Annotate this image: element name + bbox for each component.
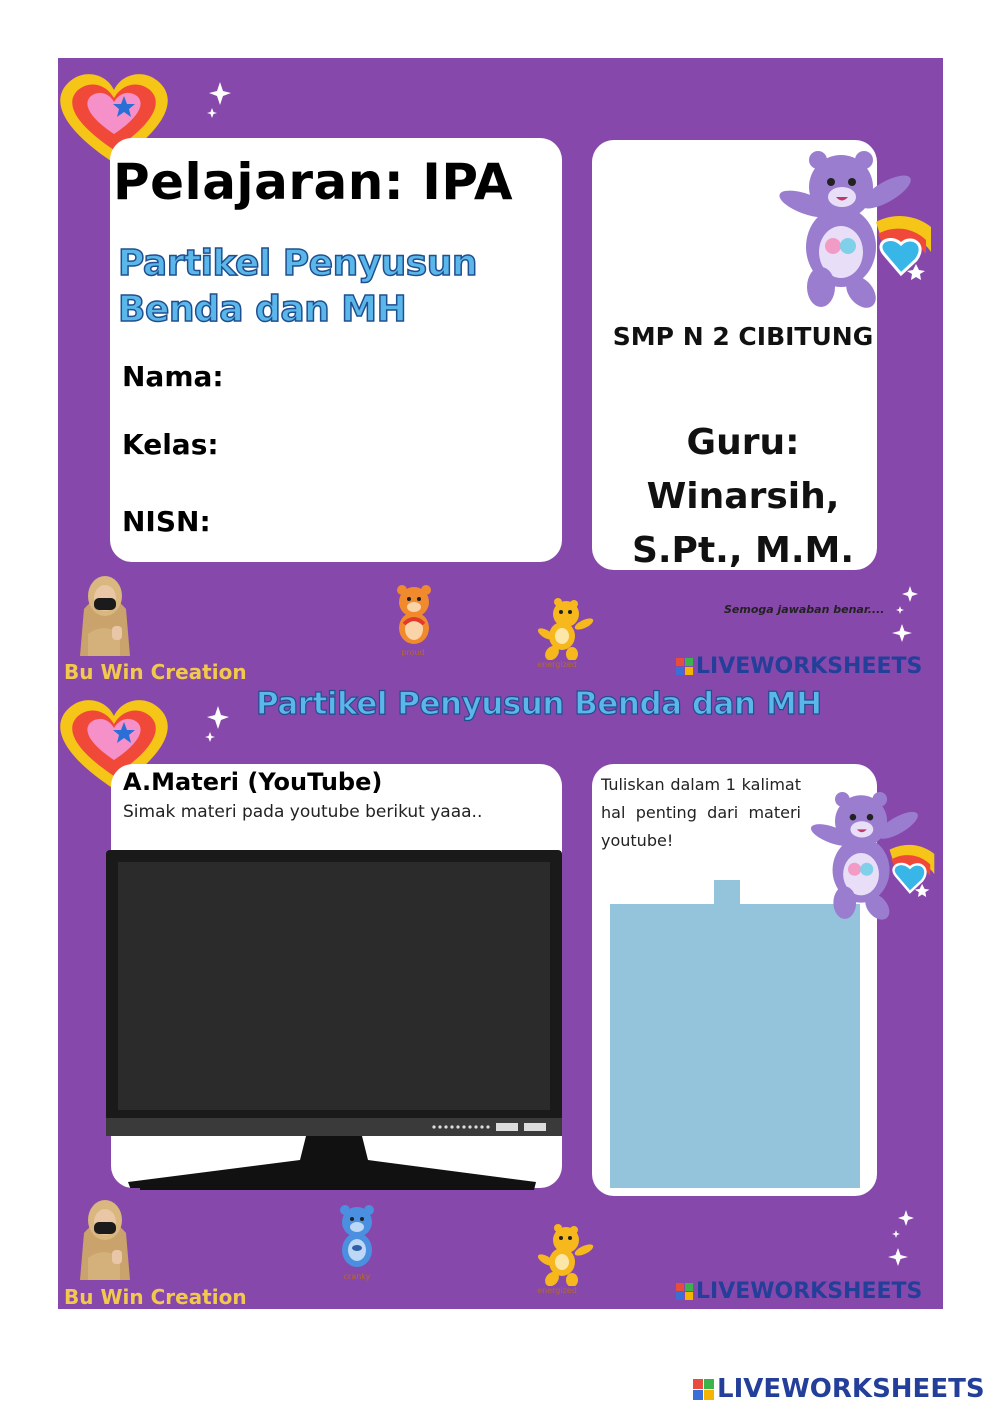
sparkle-icon [888,1208,918,1270]
worksheet-page [58,58,943,1309]
teacher-photo [70,564,140,656]
topic-title [118,241,568,333]
teacher-line-1: Guru: [686,422,800,463]
logo-grid-icon [676,1283,693,1300]
brand-text: Bu Win Creation [64,660,247,684]
topic-line-1: Partikel Penyusun [118,243,477,284]
brand-text: Bu Win Creation [64,1285,247,1309]
logo-text: LIVEWORKSHEETS [717,1374,985,1404]
logo-text: LIVEWORKSHEETS [696,1279,923,1304]
teacher-name [598,416,888,578]
sparkle-icon [206,80,232,120]
bear-caption-cranky: cranky [343,1272,371,1281]
logo-grid-icon [676,658,693,675]
monitor-illustration [106,850,562,1190]
name-label: Nama: [122,360,224,393]
purple-bear-sticker [766,142,938,310]
logo-text: LIVEWORKSHEETS [696,654,923,679]
purple-bear-sticker [800,764,940,942]
answer-box-tab [714,880,740,908]
teacher-line-2: Winarsih, [646,476,840,517]
answer-box[interactable] [610,904,860,1188]
bear-caption-energized: energized [537,1286,577,1295]
section-banner-title: Partikel Penyusun Benda dan MH [256,686,822,722]
greeting-text: Semoga jawaban benar.... [724,603,885,616]
teacher-line-3: S.Pt., M.M. [631,530,855,571]
nisn-label: NISN: [122,505,211,538]
topic-line-2: Benda dan MH [118,289,407,330]
yellow-bear-sticker [536,598,594,660]
blue-bear-sticker [334,1204,380,1270]
yellow-bear-sticker [536,1224,594,1286]
liveworksheets-logo [676,654,922,679]
materi-subtitle: Simak materi pada youtube berikut yaaa.. [123,802,483,822]
bear-caption-proud: proud [401,648,425,657]
class-label: Kelas: [122,428,219,461]
orange-bear-sticker [390,584,438,646]
school-name: SMP N 2 CIBITUNG [612,322,874,351]
liveworksheets-footer-logo[interactable] [693,1374,985,1404]
teacher-photo [70,1188,140,1280]
bear-caption-energized: energized [537,660,577,669]
lesson-title: Pelajaran: IPA [113,153,514,211]
materi-title: A.Materi (YouTube) [123,768,383,796]
sparkle-icon [892,584,922,646]
liveworksheets-logo [676,1279,922,1304]
logo-grid-icon [693,1379,714,1400]
sparkle-icon [204,704,230,744]
instruction-text: Tuliskan dalam 1 kalimat hal penting dari materi youtube! [601,775,801,850]
